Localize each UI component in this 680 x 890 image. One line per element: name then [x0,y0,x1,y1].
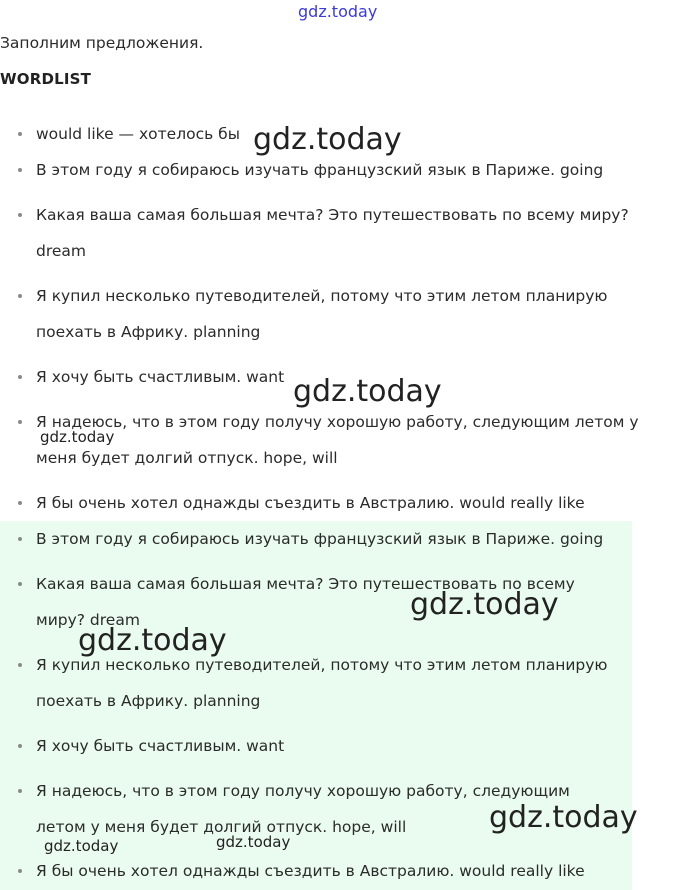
intro-text: Заполним предложения. [0,34,204,52]
watermark: gdz.today [489,800,638,835]
watermark: gdz.today [40,428,115,446]
list-item: В этом году я собираюсь изучать французский язык в Париже. going [36,152,603,188]
list-item: would like — хотелось бы [36,116,240,152]
list-item-highlighted: Я хочу быть счастливым. want [36,728,284,764]
list-item-highlighted: Я надеюсь, что в этом году получу хорошую работу, следующим летом у меня будет долгий отпуск. hope, will [36,773,570,845]
watermark: gdz.today [410,587,559,622]
watermark: gdz.today [216,833,291,851]
list-item: Я хочу быть счастливым. want [36,359,284,395]
list-item: Я купил несколько путеводителей, потому что этим летом планирую поехать в Африку. planning [36,278,607,350]
list-item: Какая ваша самая большая мечта? Это путешествовать по всему миру? dream [36,197,629,269]
list-item-highlighted: Я бы очень хотел однажды съездить в Австралию. would really like [36,853,585,889]
list-item-highlighted: В этом году я собираюсь изучать французский язык в Париже. going [36,521,603,557]
list-item-highlighted: Какая ваша самая большая мечта? Это путешествовать по всему миру? dream [36,566,575,638]
list-item-highlighted: Я купил несколько путеводителей, потому что этим летом планирую поехать в Африку. planning [36,647,607,719]
list-item: Я бы очень хотел однажды съездить в Австралию. would really like [36,485,585,521]
list-item: Я надеюсь, что в этом году получу хорошую работу, следующим летом у меня будет долгий отпуск. hope, will [36,404,639,476]
watermark: gdz.today [44,837,119,855]
watermark-top: gdz.today [298,2,378,21]
wordlist-heading: WORDLIST [0,70,92,88]
watermark: gdz.today [78,623,227,658]
watermark: gdz.today [293,374,442,409]
watermark: gdz.today [253,122,402,157]
